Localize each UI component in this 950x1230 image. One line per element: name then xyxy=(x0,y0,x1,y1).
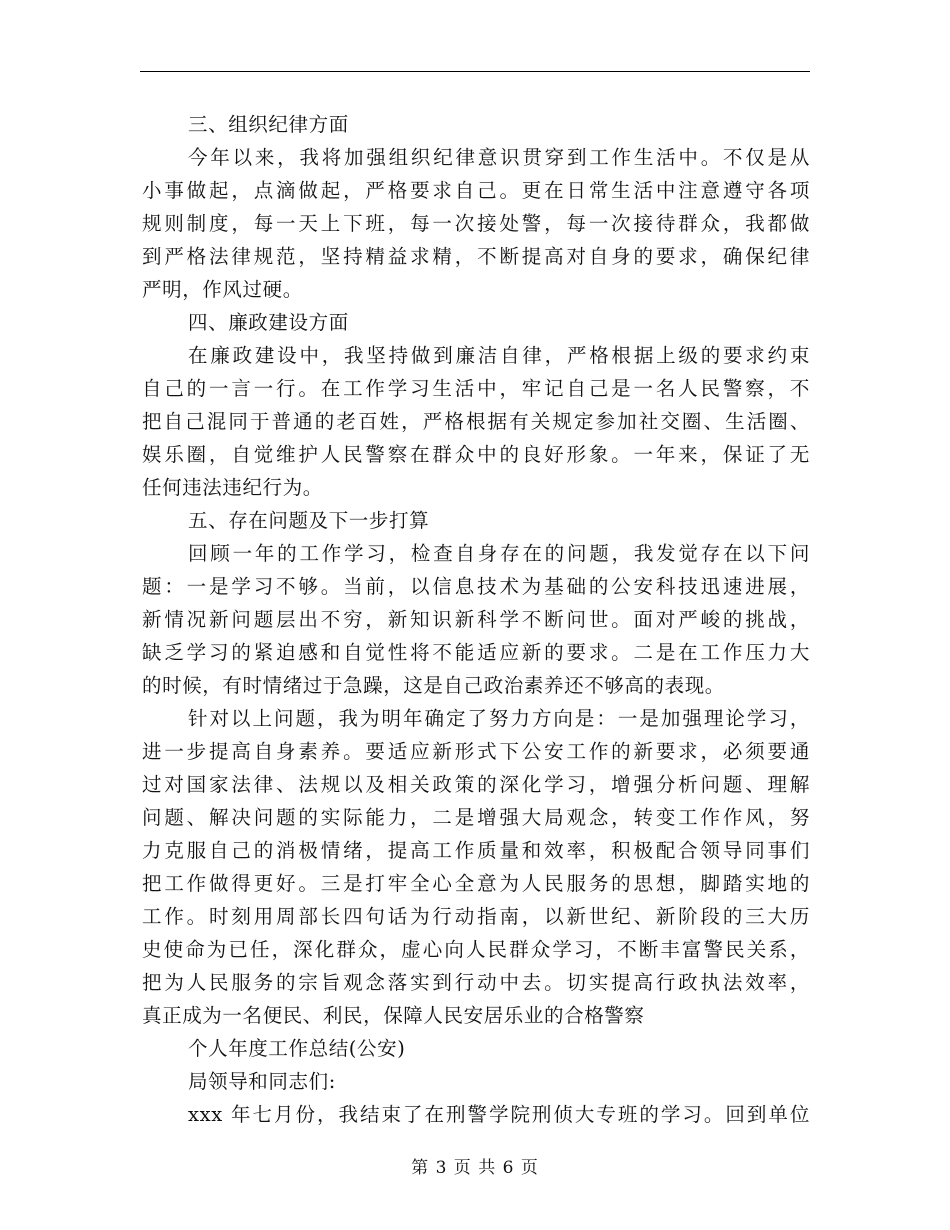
text-line: 过对国家法律、法规以及相关政策的深化学习，增强分析问题、理解 xyxy=(142,773,810,796)
document-body xyxy=(142,108,810,1131)
text-line: 进一步提高自身素养。要适应新形式下公安工作的新要求，必须要通 xyxy=(142,740,810,763)
header-rule xyxy=(140,71,810,72)
page-number: 第 3 页 共 6 页 xyxy=(411,1158,539,1178)
text-line: 问题、解决问题的实际能力，二是增强大局观念，转变工作作风，努 xyxy=(142,806,810,829)
text-line: 工作。时刻用周部长四句话为行动指南，以新世纪、新阶段的三大历 xyxy=(142,905,810,928)
text-line: xxx 年七月份，我结束了在刑警学院刑侦大专班的学习。回到单位 xyxy=(188,1103,810,1126)
text-line: 规则制度，每一天上下班，每一次接处警，每一次接待群众，我都做 xyxy=(142,212,810,235)
text-line: 小事做起，点滴做起，严格要求自己。更在日常生活中注意遵守各项 xyxy=(142,179,810,202)
text-line: 个人年度工作总结(公安) xyxy=(188,1037,406,1060)
text-line: 三、组织纪律方面 xyxy=(188,113,349,136)
text-line: 局领导和同志们: xyxy=(188,1070,336,1093)
text-line: 四、廉政建设方面 xyxy=(188,311,349,334)
text-line: 新情况新问题层出不穷，新知识新科学不断问世。面对严峻的挑战， xyxy=(142,608,810,631)
text-line: 到严格法律规范，坚持精益求精，不断提高对自身的要求，确保纪律 xyxy=(142,245,810,268)
text-line: 自己的一言一行。在工作学习生活中，牢记自己是一名人民警察，不 xyxy=(142,377,810,400)
text-line: 把工作做得更好。三是打牢全心全意为人民服务的思想，脚踏实地的 xyxy=(142,872,810,895)
text-line: 在廉政建设中，我坚持做到廉洁自律，严格根据上级的要求约束 xyxy=(188,344,810,367)
text-line: 真正成为一名便民、利民，保障人民安居乐业的合格警察 xyxy=(142,1004,645,1027)
text-line: 今年以来，我将加强组织纪律意识贯穿到工作生活中。不仅是从 xyxy=(188,146,810,169)
text-line: 把自己混同于普通的老百姓，严格根据有关规定参加社交圈、生活圈、 xyxy=(142,410,810,433)
text-line: 针对以上问题，我为明年确定了努力方向是：一是加强理论学习， xyxy=(188,707,810,730)
text-line: 五、存在问题及下一步打算 xyxy=(188,509,430,532)
text-line: 的时候，有时情绪过于急躁，这是自己政治素养还不够高的表现。 xyxy=(142,674,725,697)
text-line: 缺乏学习的紧迫感和自觉性将不能适应新的要求。二是在工作压力大 xyxy=(142,641,810,664)
text-line: 把为人民服务的宗旨观念落实到行动中去。切实提高行政执法效率， xyxy=(142,971,810,994)
text-line: 严明，作风过硬。 xyxy=(142,278,303,301)
text-line: 题：一是学习不够。当前，以信息技术为基础的公安科技迅速进展， xyxy=(142,575,810,598)
text-line: 任何违法违纪行为。 xyxy=(142,476,323,499)
text-line: 回顾一年的工作学习，检查自身存在的问题，我发觉存在以下问 xyxy=(188,542,810,565)
text-line: 史使命为已任，深化群众，虚心向人民群众学习，不断丰富警民关系， xyxy=(142,938,810,961)
text-line: 娱乐圈，自觉维护人民警察在群众中的良好形象。一年来，保证了无 xyxy=(142,443,810,466)
text-line: 力克服自己的消极情绪，提高工作质量和效率，积极配合领导同事们 xyxy=(142,839,810,862)
